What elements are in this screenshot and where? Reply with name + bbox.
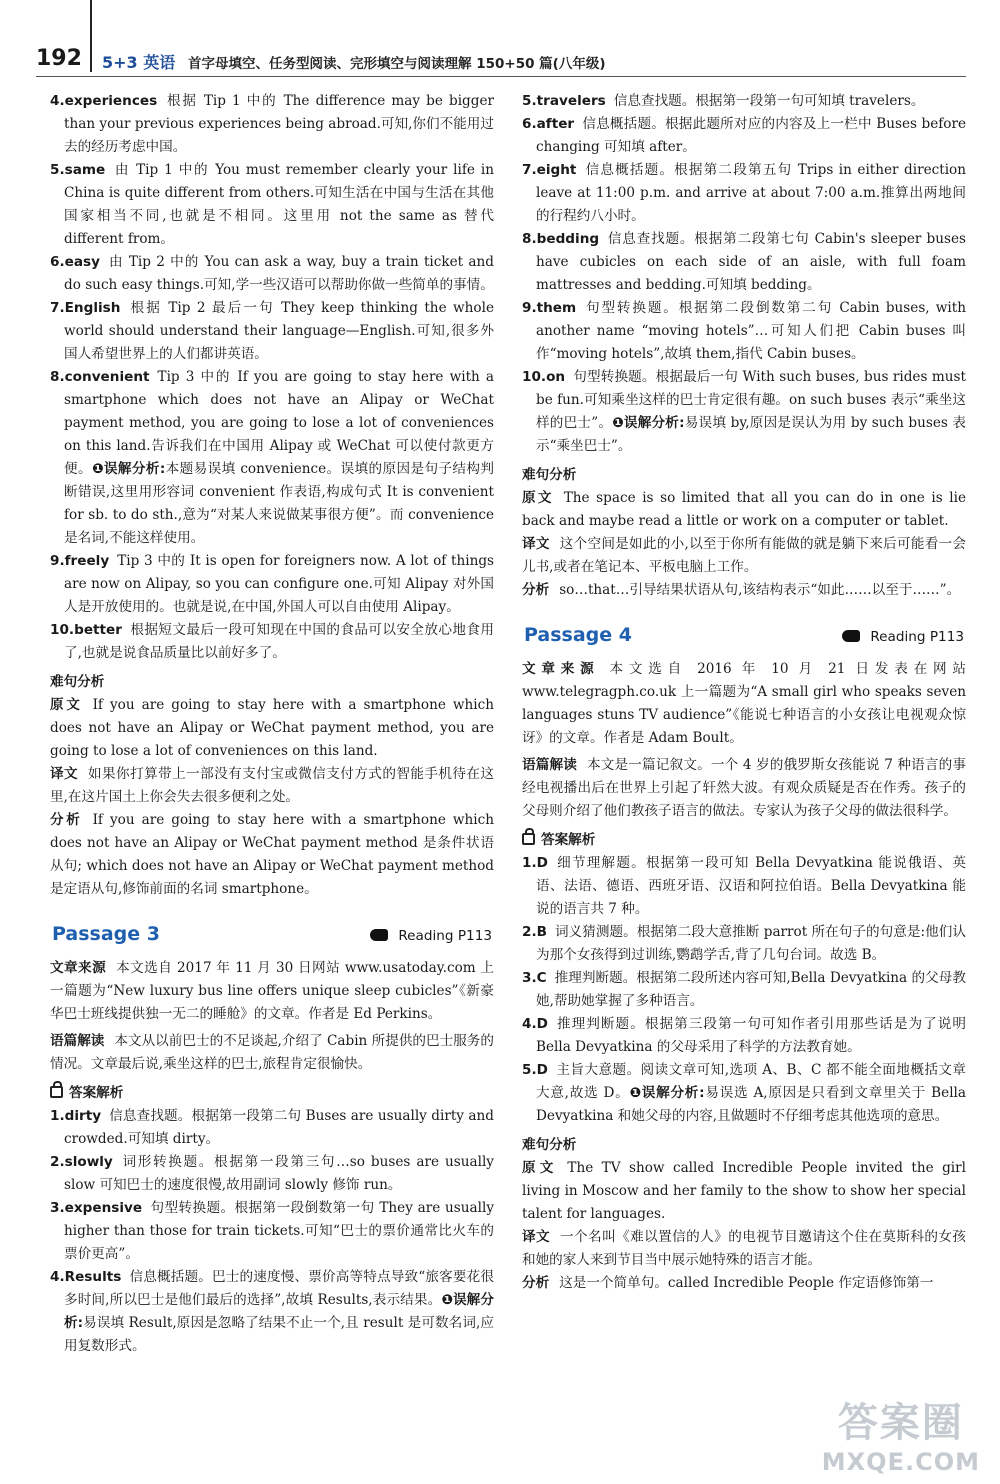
original-text: If you are going to stay here with a smartphone which does not have an Alipay or WeChat payment method, you are going to lose a lot of conveniences on this land. [50,697,494,759]
explanation: 信息概括题。根据第二段第五句 Trips in either direction leave at 11:00 p.m. and arrive at about 7:00 a.m.推算出两地间的行程约八小时。 [536,162,966,224]
interpretation-text: 本文是一篇记叙文。一个 4 岁的俄罗斯女孩能说 7 种语言的事经电视播出后在世界上引起了轩然大波。有观众质疑是否在作秀。孩子的父母则介绍了他们教孩子语言的做法。专家认为孩子父母的做法很科学。 [522,757,966,819]
difficult-sentence-title: 难句分析 [50,674,105,690]
item-number: 10. [50,622,75,638]
item-number: 1. [522,855,537,871]
answer-item [522,852,966,921]
item-number: 5. [50,162,65,178]
answer-word: English [64,300,121,316]
answer-item [522,1013,966,1059]
explanation: Tip 3 中的 It is open for foreigners now. A lot of things are now on Alipay, so you can configure one.可知 Alipay 对外国人是开放使用的。也就是说,在中国,外国人可以自由使用 Alipay。 [64,553,494,615]
analysis-label: 分析 [50,812,83,828]
right-column [522,90,966,1295]
passage-4-header [522,620,966,652]
left-column [50,90,494,1358]
answers-title-text: 答案解析 [541,832,596,848]
lock-icon [522,833,535,845]
watermark-line1: 答案圈 [837,1400,964,1446]
original-text: The TV show called Incredible People invited the girl living in Moscow and her family to the show to show her special talent for languages. [522,1160,967,1222]
answer-item [50,1151,494,1197]
error-analysis-text: 本题易误填 convenience。误填的原因是句子结构判断错误,这里用形容词 convenient 作表语,构成句式 It is convenient for sb. to do sth.,意为“对某人来说做某事很方便”。而 convenience 是名词,不能这样使用。 [64,461,494,546]
answer-item [50,90,494,159]
item-number: 2. [50,1154,65,1170]
explanation: 由 Tip 1 中的 You must remember clearly your life in China is quite different from others.可知生活在中国与生活在其他国家相当不同,也就是不相同。这里用 not the same as 替代 different from。 [64,162,494,247]
article-source [50,957,494,1026]
explanation: 句型转换题。根据第一段倒数第一句 They are usually higher than those for train tickets.可知“巴士的票价通常比火车的票价更高”。 [64,1200,494,1262]
page-header [0,0,1000,80]
answer-item [50,1197,494,1266]
error-analysis-label: ❶误解分析: [91,461,166,477]
item-number: 4. [50,93,65,109]
answer-word: D [536,1016,548,1032]
answer-word: expensive [64,1200,143,1216]
answers-title-text: 答案解析 [69,1085,124,1101]
reading-reference [370,925,492,948]
explanation: 信息查找题。根据第二段第七句 Cabin's sleeper buses have cubicles on each side of an aisle, with full foam mattresses and bedding.可知填 bedding。 [536,231,966,293]
answer-item [522,297,966,366]
original-label: 原文 [50,697,83,713]
answer-item [522,921,966,967]
original-label: 原文 [522,490,554,506]
translation [522,533,966,579]
item-number: 1. [50,1108,65,1124]
answer-word: bedding [536,231,600,247]
reading-page: Reading P113 [398,928,492,944]
source-text: 本文选自 2016 年 10 月 21 日发表在网站 www.telegragph.co.uk 上一篇题为“A small girl who speaks seven languages stuns TV audience”《能说七种语言的小女孩让电视观众惊讶》的文章。作者是 Adam Boult。 [522,661,966,746]
analysis [522,1272,966,1295]
error-analysis-label: ❶误解分析: [612,415,685,431]
item-number: 6. [50,254,65,270]
answer-word: experiences [64,93,158,109]
answer-item [50,159,494,251]
analysis [50,809,494,901]
explanation: 推理判断题。根据第三段第一句可知作者引用那些话是为了说明 Bella Devyatkina 的父母采用了科学的方法教育她。 [536,1016,966,1055]
item-number: 9. [50,553,65,569]
answer-word: easy [64,254,100,270]
analysis-label: 分析 [522,1275,550,1291]
answer-item [522,113,966,159]
explanation: 词形转换题。根据第一段第三句…so buses are usually slow 可知巴士的速度很慢,故用副词 slowly 修饰 run。 [64,1154,494,1193]
explanation: 根据 Tip 1 中的 The difference may be bigger than your previous experiences being abroad.可知,你们不能用过去的经历考虑中国。 [64,93,494,155]
explanation: 词义猜测题。根据第二段大意推断 parrot 所在句子的句意是:他们认为那个女孩得到过训练,鹦鹉学舌,背了几句台词。故选 B。 [536,924,966,963]
text-interpretation [50,1030,494,1076]
translation-label: 译文 [50,766,79,782]
answer-item [522,1059,966,1128]
translation-label: 译文 [522,536,550,552]
pointing-hand-icon [842,630,860,642]
analysis [522,579,966,602]
error-analysis-text: 易误填 by,原因是误认为用 by such buses 表示“乘坐巴士”。 [536,415,967,454]
explanation: 细节理解题。根据第一段可知 Bella Devyatkina 能说俄语、英语、法语、德语、西班牙语、汉语和阿拉伯语。Bella Devyatkina 能说的语言共 7 种。 [536,855,966,917]
answer-word: dirty [64,1108,102,1124]
passage-3-header [50,919,494,951]
item-number: 10. [522,369,547,385]
item-number: 5. [522,93,537,109]
item-number: 3. [522,970,537,986]
explanation: 根据短文最后一段可知现在中国的食品可以安全放心地食用了,也就是说食品质量比以前好多了。 [64,622,494,661]
answer-word: convenient [64,369,150,385]
reading-page: Reading P113 [870,629,964,645]
item-number: 5. [522,1062,537,1078]
translation [50,763,494,809]
source-text: 本文选自 2017 年 11 月 30 日网站 www.usatoday.com 上一篇题为“New luxury bus line offers unique sleep cubicles”《新豪华巴士班线提供独一无二的睡舱》的文章。作者是 Ed Perkins。 [50,960,495,1022]
answer-item [50,1105,494,1151]
explanation: 信息查找题。根据第一段第一句可知填 travelers。 [613,93,925,109]
text-interpretation [522,754,966,823]
passage-title: Passage 3 [52,923,160,945]
interpretation-text: 本文从以前巴士的不足谈起,介绍了 Cabin 所提供的巴士服务的情况。文章最后说,乘坐这样的巴士,旅程肯定很愉快。 [50,1033,494,1072]
source-label: 文章来源 [50,960,107,976]
original-sentence [522,487,966,533]
answer-word: B [536,924,547,940]
answers-title [50,1082,494,1105]
original-label: 原文 [522,1160,558,1176]
translation [522,1226,966,1272]
original-sentence [522,1157,966,1226]
analysis-text: If you are going to stay here with a smartphone which does not have an Alipay or WeChat payment method 是条件状语从句; which does not have an Alipay or WeChat payment method 是定语从句,修饰前面的名词 smartphone。 [50,812,494,897]
lock-icon [50,1086,63,1098]
passage-title: Passage 4 [524,624,632,646]
explanation: 由 Tip 2 中的 You can ask a way, buy a train ticket and do such easy things.可知,学一些汉语可以帮助你做一些简单的事情。 [64,254,494,293]
item-number: 2. [522,924,537,940]
answer-item [50,251,494,297]
answer-word: freely [64,553,110,569]
pointing-hand-icon [370,929,388,941]
answer-word: better [74,622,122,638]
answer-word: D [536,855,548,871]
item-number: 7. [522,162,537,178]
answers-title [522,829,966,852]
answer-word: slowly [64,1154,113,1170]
answer-word: eight [536,162,577,178]
answer-word: them [536,300,577,316]
watermark [822,1391,980,1476]
translation-text: 一个名叫《难以置信的人》的电视节目邀请这个住在莫斯科的女孩和她的家人来到节目当中展示她特殊的语言才能。 [522,1229,967,1268]
item-number: 7. [50,300,65,316]
interpretation-label: 语篇解读 [522,757,578,773]
brand-logo: 5+3 英语 [102,53,176,72]
answer-item [50,366,494,550]
error-analysis-text: 易误填 Result,原因是忽略了结果不止一个,且 result 是可数名词,应用复数形式。 [64,1315,494,1354]
item-number: 4. [522,1016,537,1032]
answer-item [522,366,966,458]
answer-item [522,228,966,297]
explanation: 信息概括题。巴士的速度慢、票价高等特点导致“旅客要花很多时间,所以巴士是他们最后的选择”,故填 Results,表示结果。 [64,1269,494,1308]
answer-word: on [546,369,566,385]
answer-word: D [536,1062,548,1078]
item-number: 4. [50,1269,65,1285]
header-rule [36,76,966,77]
book-title: 首字母填空、任务型阅读、完形填空与阅读理解 150+50 篇(八年级) [188,56,606,72]
explanation: 根据 Tip 2 最后一句 They keep thinking the whole world should understand their language—English.可知,很多外国人希望世界上的人们都讲英语。 [64,300,494,362]
explanation: 信息查找题。根据第一段第二句 Buses are usually dirty and crowded.可知填 dirty。 [64,1108,494,1147]
explanation: 推理判断题。根据第二段所述内容可知,Bella Devyatkina 的父母教她,帮助她掌握了多种语言。 [536,970,966,1009]
item-number: 9. [522,300,537,316]
header-divider [90,0,92,72]
analysis-text: 这是一个简单句。called Incredible People 作定语修饰第一 [559,1275,934,1291]
reading-reference [842,626,964,649]
analysis-text: so…that…引导结果状语从句,该结构表示“如此……以至于……”。 [559,582,961,598]
difficult-sentence-title: 难句分析 [522,467,577,483]
translation-label: 译文 [522,1229,551,1245]
error-analysis-label: ❶误解分析: [64,1292,494,1331]
item-number: 6. [522,116,537,132]
translation-text: 这个空间是如此的小,以至于你所有能做的就是躺下来后可能看一会儿书,或者在笔记本、平板电脑上工作。 [522,536,967,575]
error-analysis-label: ❶误解分析: [629,1085,705,1101]
watermark-line2: MXQE.COM [821,1448,980,1476]
answer-item [50,1266,494,1358]
analysis-label: 分析 [522,582,550,598]
answer-word: same [64,162,106,178]
original-text: The space is so limited that all you can do in one is lie back and maybe read a little or work on a computer or tablet. [522,490,966,529]
answer-word: after [536,116,575,132]
answer-word: travelers [536,93,606,109]
translation-text: 如果你打算带上一部没有支付宝或微信支付方式的智能手机待在这里,在这片国土上你会失去很多便利之处。 [50,766,495,805]
item-number: 3. [50,1200,65,1216]
error-analysis-text: 易误选 A,原因是只看到文章里关于 Bella Devyatkina 和她父母的内容,且做题时不仔细考虑其他选项的意思。 [536,1085,967,1124]
answer-word: Results [64,1269,122,1285]
original-sentence [50,694,494,763]
article-source [522,658,966,750]
explanation: Tip 3 中的 If you are going to stay here with a smartphone which does not have an Alipay or WeChat payment method, you are going to lose a lot of conveniences on this land.告诉我们在中国用 Alipay 或 WeChat 可以使付款更方便。 [64,369,494,477]
explanation: 句型转换题。根据最后一句 With such buses, bus rides must be fun.可知乘坐这样的巴士肯定很有趣。on such buses 表示“乘坐这样的巴士”。 [536,369,966,431]
difficult-sentence-title: 难句分析 [522,1137,577,1153]
page-number: 192 [36,46,82,71]
source-label: 文章来源 [522,661,600,677]
answer-item [522,159,966,228]
answer-word: C [536,970,547,986]
answer-item [50,297,494,366]
item-number: 8. [522,231,537,247]
answer-item [522,90,966,113]
answer-item [50,619,494,665]
interpretation-label: 语篇解读 [50,1033,105,1049]
explanation: 句型转换题。根据第二段倒数第二句 Cabin buses, with another name “moving hotels”…可知人们把 Cabin buses 叫作“moving hotels”,故填 them,指代 Cabin buses。 [536,300,966,362]
item-number: 8. [50,369,65,385]
answer-item [50,550,494,619]
answer-item [522,967,966,1013]
explanation: 信息概括题。根据此题所对应的内容及上一栏中 Buses before changing 可知填 after。 [536,116,966,155]
explanation: 主旨大意题。阅读文章可知,选项 A、B、C 都不能全面地概括文章大意,故选 D。 [536,1062,966,1101]
